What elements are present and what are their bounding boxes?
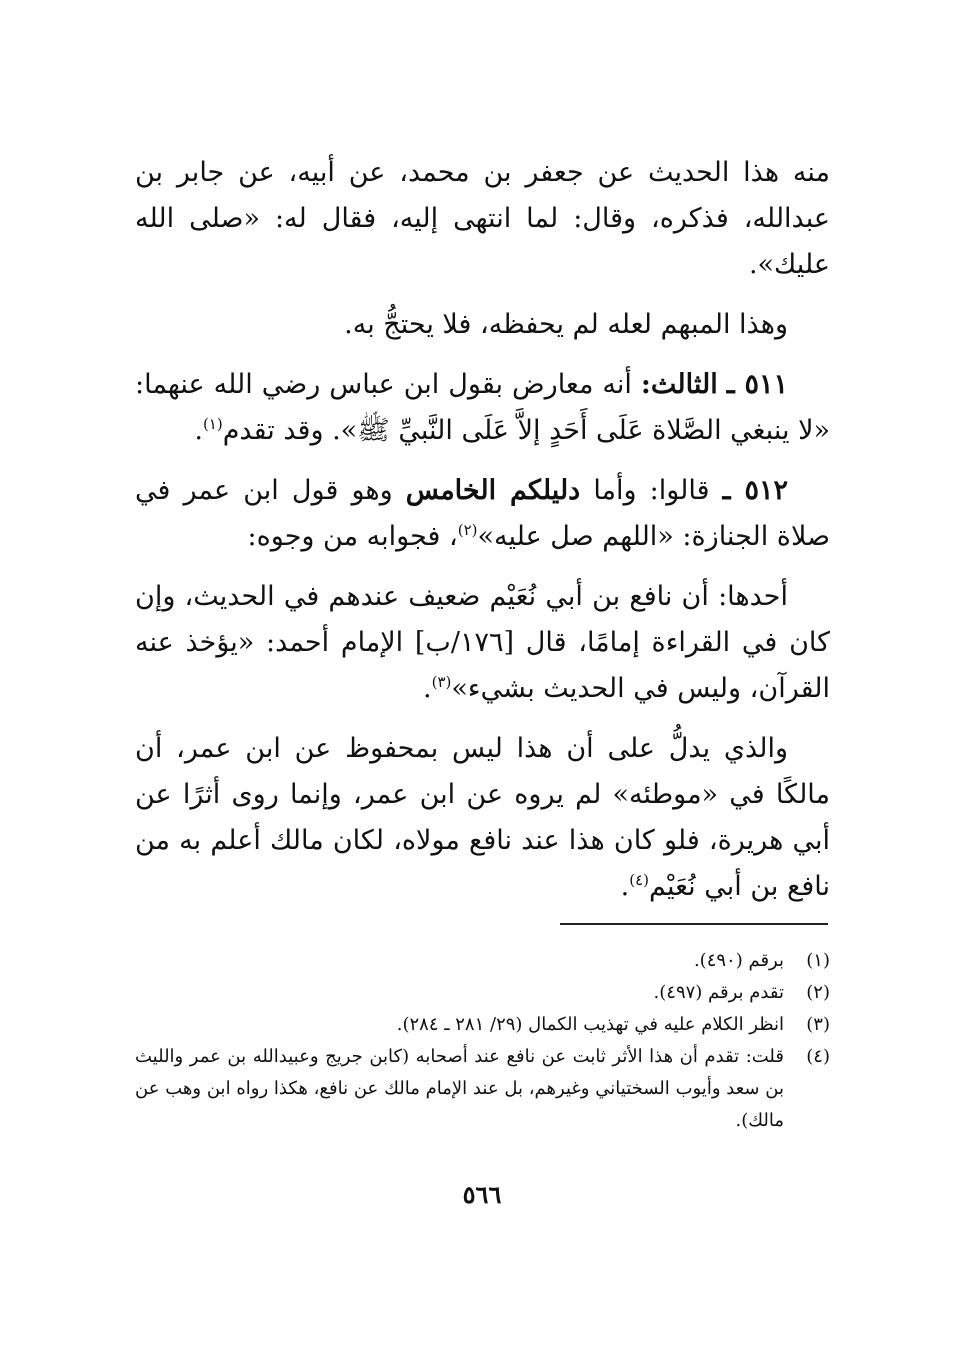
paragraph-512-text-b: وهو قول ابن عمر في صلاة الجنازة: «اللهم صل عليه» [135, 475, 830, 552]
footnote-ref-3[interactable]: (٣) [431, 673, 452, 691]
footnote-divider [560, 923, 828, 925]
main-text [135, 150, 830, 924]
footnote-number: (٢) [806, 982, 830, 1003]
paragraph-end: . [423, 673, 432, 704]
footnote-text: قلت: تقدم أن هذا الأثر ثابت عن نافع عند أصحابه (كابن جريج وعبيدالله بن عمر والليث بن سعد وأيوب السختياني وغيرهم، بل عند الإمام مالك عن نافع، هكذا رواه ابن وهب عن مالك). [135, 1046, 784, 1131]
footnote-4 [135, 1041, 830, 1137]
paragraph-end: . [194, 415, 203, 446]
paragraph-lead: الثالث: [640, 369, 718, 400]
footnote-2 [135, 977, 830, 1009]
footnote-text: تقدم برقم (٤٩٧). [653, 982, 784, 1003]
footnote-number: (٤) [806, 1046, 830, 1067]
paragraph-2 [135, 302, 830, 348]
page-number: ٥٦٦ [462, 1180, 502, 1209]
paragraph-512 [135, 468, 830, 560]
paragraph-1 [135, 150, 830, 288]
footnote-number: (٣) [806, 1014, 830, 1035]
paragraph-512-bold: دليلكم الخامس [405, 475, 581, 506]
footnote-ref-4[interactable]: (٤) [629, 871, 649, 889]
paragraph-512-text-a: قالوا: وأما [593, 475, 710, 506]
paragraph-evidence [135, 726, 830, 910]
footnote-text: انظر الكلام عليه في تهذيب الكمال (٢٩/ ٢٨١ ـ ٢٨٤). [396, 1014, 784, 1035]
footnote-ref-1[interactable]: (١) [202, 415, 223, 433]
footnotes [135, 945, 830, 1137]
footnote-ref-2[interactable]: (٢) [457, 521, 478, 539]
footnote-number: (١) [806, 950, 830, 971]
paragraph-first-reason-text: أحدها: أن نافع بن أبي نُعَيْم ضعيف عندهم في الحديث، وإن كان في القراءة إمامًا، قال [١٧٦/ب] الإمام أحمد: «يؤخذ عنه القرآن، وليس في الحديث بشيء» [135, 581, 830, 704]
paragraph-511 [135, 362, 830, 454]
paragraph-first-reason [135, 574, 830, 712]
paragraph-number: ٥١٢ ـ [722, 475, 788, 506]
footnote-1 [135, 945, 830, 977]
footnote-text: برقم (٤٩٠). [693, 950, 784, 971]
footnote-3 [135, 1009, 830, 1041]
paragraph-1-text: منه هذا الحديث عن جعفر بن محمد، عن أبيه، عن جابر بن عبدالله، فذكره، وقال: لما انتهى إليه، فقال له: «صلى الله عليك». [135, 157, 830, 280]
paragraph-number: ٥١١ ـ [726, 369, 788, 400]
paragraph-evidence-text: والذي يدلُّ على أن هذا ليس بمحفوظ عن ابن عمر، أن مالكًا في «موطئه» لم يروه عن ابن عمر، وإنما روى أثرًا عن أبي هريرة، فلو كان هذا عند نافع مولاه، لكان مالك أعلم به من نافع بن أبي نُعَيْم [135, 733, 830, 902]
paragraph-511-text: أنه معارض بقول ابن عباس رضي الله عنهما: «لا ينبغي الصَّلاة عَلَى أَحَدٍ إلاَّ عَلَى النَّبيِّ ﷺ». وقد تقدم [135, 369, 830, 446]
paragraph-2-text: وهذا المبهم لعله لم يحفظه، فلا يحتجُّ به. [344, 309, 788, 340]
paragraph-end: . [620, 871, 630, 902]
paragraph-end: ، فجوابه من وجوه: [247, 521, 458, 552]
